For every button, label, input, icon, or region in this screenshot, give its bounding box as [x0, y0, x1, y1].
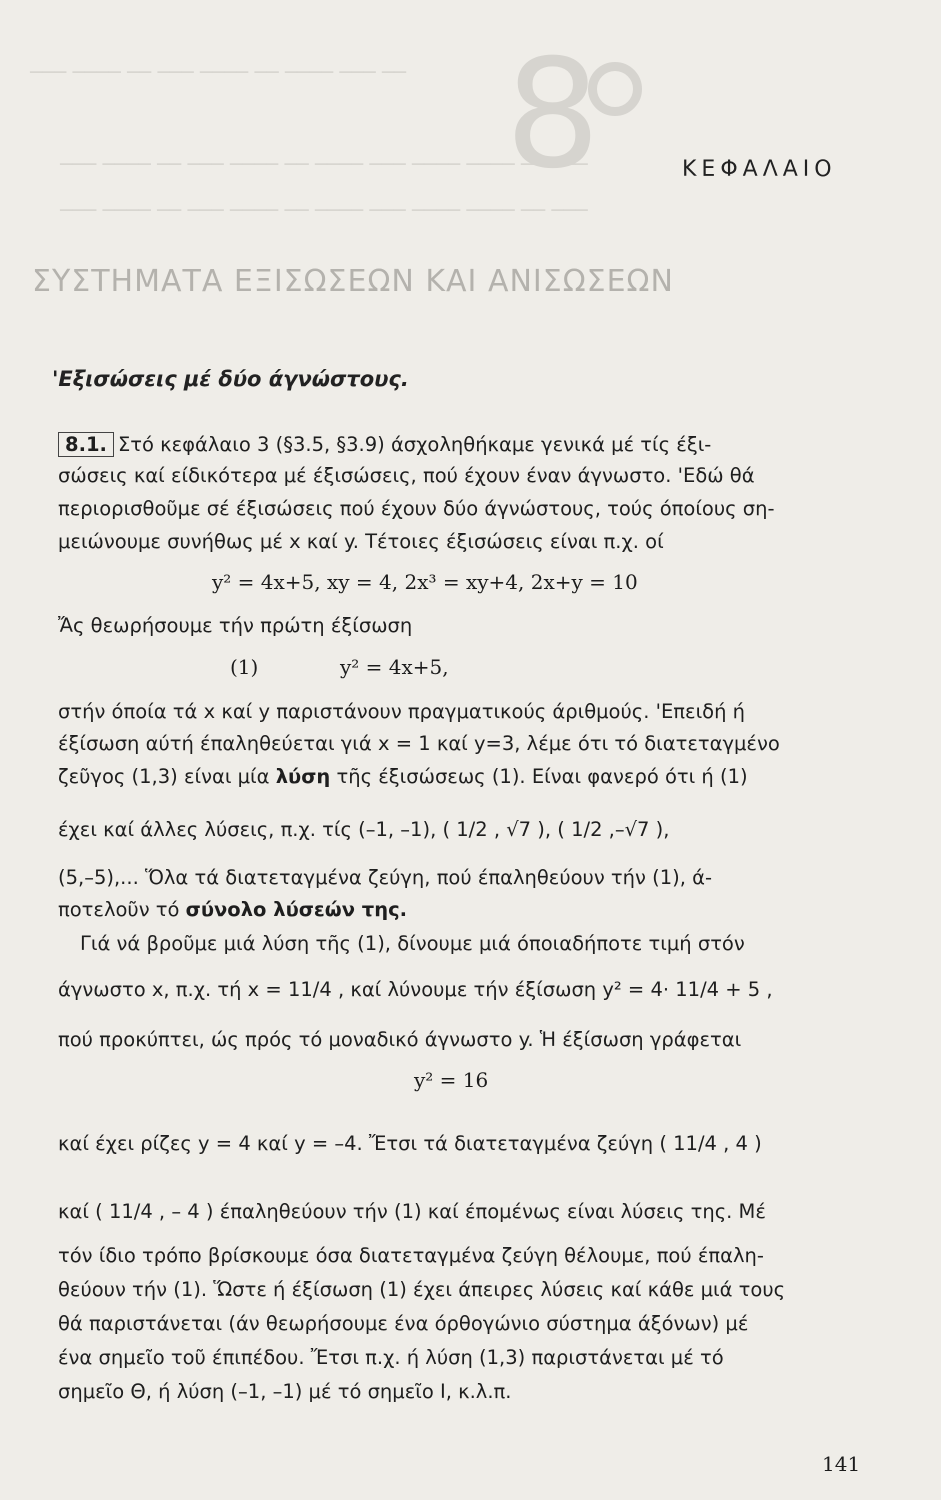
chapter-title: ΣΥΣΤΗΜΑΤΑ ΕΞΙΣΩΣΕΩΝ ΚΑΙ ΑΝΙΣΩΣΕΩΝ — [32, 264, 674, 299]
term-solution: λύση — [275, 765, 331, 788]
paragraph-line — [58, 765, 748, 788]
show-through-text: ─── ──── ── ─── ──── ── ──── ─── ── — [30, 60, 406, 84]
paragraph-line: έξίσωση αύτή έπαληθεύεται γιά x = 1 καί y=3, λέμε ότι τό διατεταγμένο — [58, 732, 780, 755]
equation-label: (1) — [230, 655, 259, 679]
paragraph-line: τόν ίδιο τρόπο βρίσκουμε όσα διατεταγμένα ζεύγη θέλουμε, πού έπαλη- — [58, 1244, 764, 1267]
text-span: Στό κεφάλαιο 3 (§3.5, §3.9) άσχοληθήκαμε γενικά μέ τίς έξι- — [117, 433, 712, 456]
section-heading: 'Εξισώσεις μέ δύο άγνώστους. — [52, 367, 409, 391]
paragraph-line: μειώνουμε συνήθως μέ x καί y. Τέτοιες έξισώσεις είναι π.χ. οί — [58, 530, 664, 553]
paragraph-line: πού προκύπτει, ώς πρός τό μοναδικό άγνωστο y. Ἡ έξίσωση γράφεται — [58, 1028, 742, 1051]
paragraph-line — [58, 432, 711, 457]
show-through-text: ─── ──── ── ─── ──── ── ──── ─── ──── ──── ── ─── — [60, 198, 588, 222]
paragraph-line: (5,–5),... Ὅλα τά διατεταγμένα ζεύγη, πού έπαληθεύουν τήν (1), ά- — [58, 866, 713, 889]
paragraph-line: σώσεις καί είδικότερα μέ έξισώσεις, πού έχουν έναν άγνωστο. 'Εδώ θά — [58, 464, 755, 487]
text-span: ποτελοῦν τό — [58, 898, 180, 921]
paragraph-line: Ἄς θεωρήσουμε τήν πρώτη έξίσωση — [58, 614, 413, 637]
paragraph-line: έχει καί άλλες λύσεις, π.χ. τίς (–1, –1), ( 1/2 , √7 ), ( 1/2 ,–√7 ), — [58, 818, 670, 841]
equation-list: y² = 4x+5, xy = 4, 2x³ = xy+4, 2x+y = 10 — [212, 570, 638, 594]
paragraph-line: Γιά νά βροῦμε μιά λύση τῆς (1), δίνουμε μιά όποιαδήποτε τιμή στόν — [80, 932, 745, 955]
show-through-text: ─── ──── ── ─── ──── ── ──── ─── ──── ──── ── ─── — [60, 152, 588, 176]
paragraph-line: θεύουν τήν (1). Ὥστε ή έξίσωση (1) έχει άπειρες λύσεις καί κάθε μιά τους — [58, 1278, 786, 1301]
equation-two: y² = 16 — [414, 1068, 489, 1092]
text-span: ζεῦγος (1,3) είναι μία — [58, 765, 270, 788]
paragraph-line: στήν όποία τά x καί y παριστάνουν πραγματικούς άριθμούς. 'Επειδή ή — [58, 700, 746, 723]
page-number: 141 — [822, 1452, 861, 1476]
term-solution-set: σύνολο λύσεών της. — [185, 898, 408, 921]
paragraph-line — [58, 898, 407, 921]
chapter-label: ΚΕΦΑΛΑΙΟ — [682, 157, 837, 182]
paragraph-line: θά παριστάνεται (άν θεωρήσουμε ένα όρθογώνιο σύστημα άξόνων) μέ — [58, 1312, 749, 1335]
paragraph-line: άγνωστο x, π.χ. τή x = 11/4 , καί λύνουμε τήν έξίσωση y² = 4· 11/4 + 5 , — [58, 978, 773, 1001]
paragraph-line: σημεῖο Θ, ή λύση (–1, –1) μέ τό σημεῖο Ι, κ.λ.π. — [58, 1380, 512, 1403]
equation-one: y² = 4x+5, — [340, 655, 449, 679]
paragraph-line: καί ( 11/4 , – 4 ) έπαληθεύουν τήν (1) καί έπομένως είναι λύσεις της. Μέ — [58, 1200, 766, 1223]
paragraph-line: περιορισθοῦμε σέ έξισώσεις πού έχουν δύο άγνώστους, τούς όποίους ση- — [58, 497, 775, 520]
chapter-number: 8 — [505, 28, 601, 202]
paragraph-line: ένα σημεῖο τοῦ έπιπέδου. Ἔτσι π.χ. ή λύση (1,3) παριστάνεται μέ τό — [58, 1346, 724, 1369]
text-span: τῆς έξισώσεως (1). Είναι φανερό ότι ή (1) — [336, 765, 748, 788]
paragraph-line: καί έχει ρίζες y = 4 καί y = –4. Ἔτσι τά διατεταγμένα ζεύγη ( 11/4 , 4 ) — [58, 1132, 762, 1155]
chapter-degree-ring — [588, 62, 642, 116]
section-number: 8.1. — [58, 432, 114, 457]
